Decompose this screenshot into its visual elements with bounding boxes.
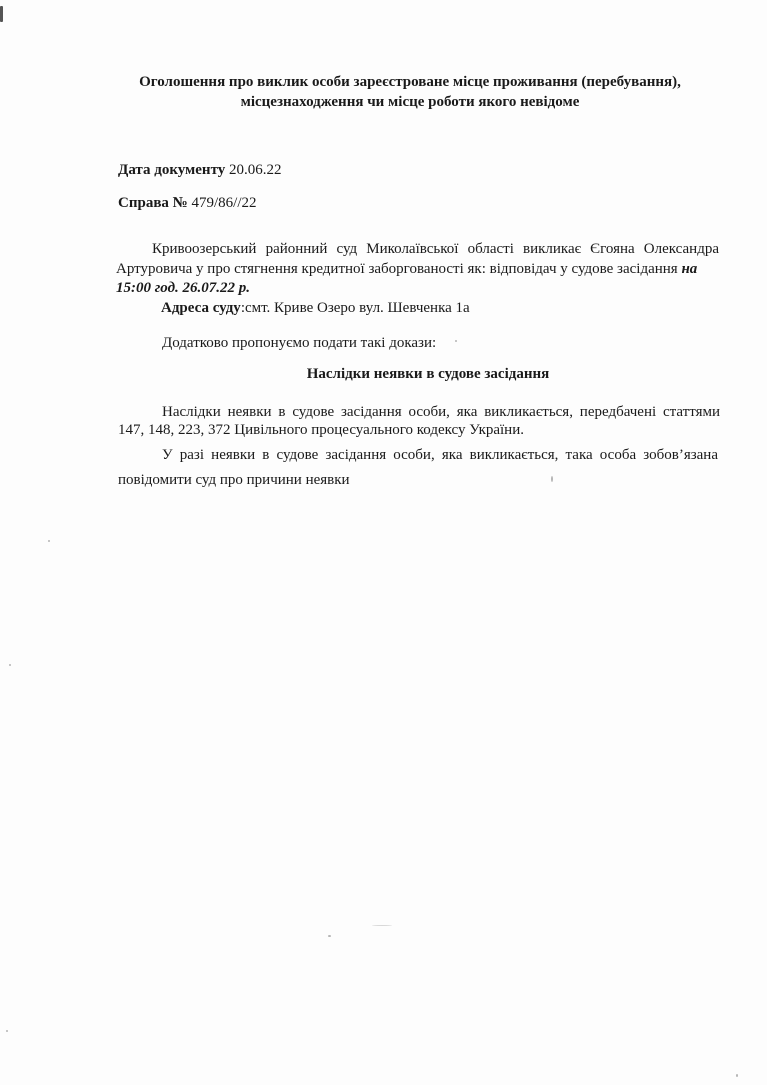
summons-line-2-text: Артуровича у про стягнення кредитної заборгованості як: відповідач у судове засідання (116, 261, 682, 277)
notice-line-2: повідомити суд про причини неявки (118, 472, 350, 488)
scan-speck (736, 1074, 738, 1077)
scan-speck (372, 925, 392, 926)
document-date (118, 160, 282, 180)
consequences-line-2: 147, 148, 223, 372 Цивільного процесуального кодексу України. (118, 422, 524, 438)
scan-speck (455, 340, 457, 342)
hearing-time: 15:00 год. 26.07.22 р. (116, 280, 251, 296)
summons-line-2 (116, 259, 697, 279)
consequences-heading: Наслідки неявки в судове засідання (306, 366, 550, 382)
case-value: 479/86//22 (187, 195, 257, 211)
evidence-request: Додатково пропонуємо подати такі докази: (162, 335, 437, 351)
scan-speck (9, 664, 11, 666)
scan-speck (551, 476, 553, 482)
summons-line-2-emphasis: на (681, 261, 698, 277)
address-label: Адреса суду (161, 300, 241, 316)
case-label: Справа № (118, 195, 188, 211)
consequences-line-1: Наслідки неявки в судове засідання особи, яка викликається, передбачені статтями (162, 404, 720, 420)
address-value: :смт. Криве Озеро вул. Шевченка 1а (240, 300, 470, 316)
scan-speck (6, 1030, 8, 1032)
date-value: 20.06.22 (225, 162, 282, 178)
notice-line-1: У разі неявки в судове засідання особи, яка викликається, така особа зобов’язана (162, 447, 718, 463)
case-number (118, 193, 257, 213)
scan-speck (328, 935, 331, 937)
summons-line-1: Кривоозерський районний суд Миколаївської області викликає Єгояна Олександра (152, 241, 719, 257)
title-line-1: Оголошення про виклик особи зареєстроване місце проживання (перебування), (139, 74, 681, 90)
scan-speck (48, 540, 50, 542)
court-address (161, 298, 470, 318)
document-title (100, 72, 720, 112)
title-line-2: місцезнаходження чи місце роботи якого невідоме (240, 94, 580, 110)
scan-edge-mark (0, 6, 3, 22)
date-label: Дата документу (118, 162, 226, 178)
